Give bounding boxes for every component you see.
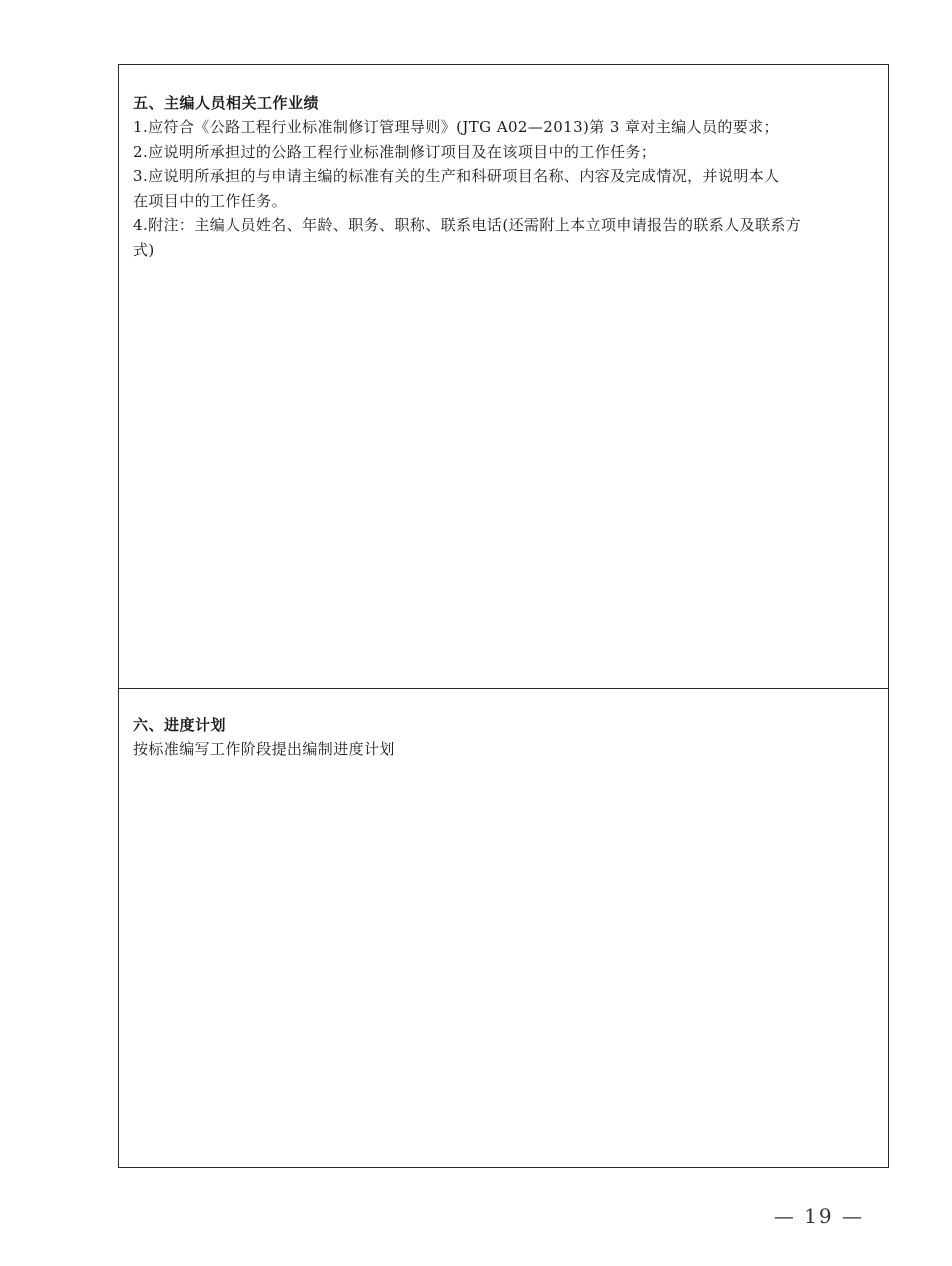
requirement-line-3-continued: 在项目中的工作任务。 [133, 191, 288, 210]
section-five-main-editor-achievements [119, 65, 888, 689]
schedule-instruction: 按标准编写工作阶段提出编制进度计划 [133, 740, 395, 758]
requirement-line-3: 3.应说明所承担的与申请主编的标准有关的生产和科研项目名称、内容及完成情况，并说明本人 [133, 167, 780, 185]
requirement-line-4: 4.附注：主编人员姓名、年龄、职务、职称、联系电话(还需附上本立项申请报告的联系人及联系方 [133, 216, 802, 234]
requirement-line-1: 1.应符合《公路工程行业标准制修订管理导则》(JTG A02—2013)第 3 章对主编人员的要求； [133, 118, 779, 136]
section-six-title: 六、进度计划 [133, 716, 227, 734]
requirement-line-4-continued: 式) [133, 240, 155, 259]
section-five-title: 五、主编人员相关工作业绩 [133, 94, 320, 112]
page-number: — 19 — [773, 1204, 864, 1228]
section-six-schedule [119, 689, 888, 1167]
application-form-frame [118, 64, 889, 1168]
requirement-line-2: 2.应说明所承担过的公路工程行业标准制修订项目及在该项目中的工作任务； [133, 142, 657, 161]
